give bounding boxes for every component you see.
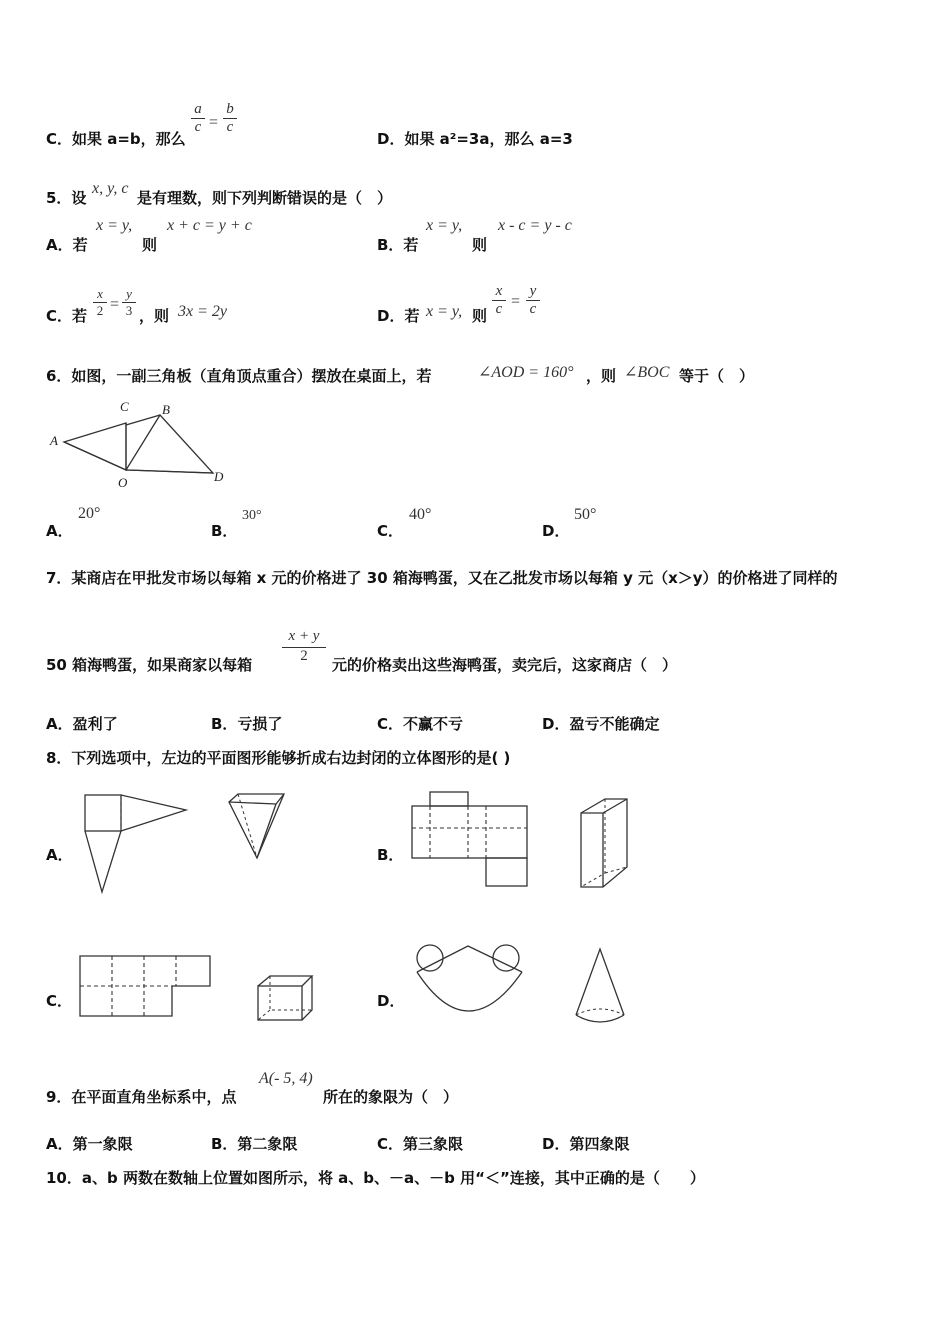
q8-option-c-cube <box>252 970 322 1030</box>
q7-option-c: C．不赢不亏 <box>377 715 464 733</box>
q6-triangle-figure <box>40 395 240 495</box>
q8-option-a-net <box>80 790 200 900</box>
q5-option-a-condition: x = y, <box>96 217 133 234</box>
q5-option-a-then: 则 <box>142 236 158 254</box>
q5-option-d-then: 则 <box>472 307 488 325</box>
q6-stem-angle-boc: ∠BOC <box>624 364 670 381</box>
q8-option-a-pyramid <box>224 790 294 870</box>
q8-option-b-label: B． <box>377 846 404 864</box>
q6-label-b: B <box>162 402 170 417</box>
q8-option-c-label: C． <box>46 992 73 1010</box>
q8-option-d-label: D． <box>377 992 405 1010</box>
q8-option-d-net <box>408 938 538 1028</box>
q9-option-d: D．第四象限 <box>542 1135 630 1153</box>
q6-option-a-value: 20° <box>78 505 101 522</box>
q4-option-c-fraction-1: $\frac{a}{c}$ <box>191 101 205 136</box>
q5-option-c-fraction-1: $\frac{x}{2}$ <box>93 286 107 319</box>
q8-option-c-net <box>76 952 216 1022</box>
q5-stem-vars: x, y, c <box>92 180 129 197</box>
q6-option-c-value: 40° <box>409 506 432 523</box>
q6-stem-post: 等于（ ） <box>679 367 755 385</box>
q7-option-a: A．盈利了 <box>46 715 118 733</box>
q6-label-a: A <box>50 433 58 448</box>
q10-stem: 10．a、b 两数在数轴上位置如图所示，将 a、b、－a、－b 用“＜”连接，其中正确的是（ ） <box>46 1169 705 1187</box>
q6-option-a-label: A． <box>46 522 73 540</box>
q5-option-d-condition: x = y, <box>426 303 463 320</box>
q6-option-d-value: 50° <box>574 506 597 523</box>
q5-option-d-label: D．若 <box>377 307 420 325</box>
q4-option-c-equals: = <box>209 114 219 131</box>
q5-option-a-result: x + c = y + c <box>167 217 252 234</box>
q9-point: A(- 5, 4) <box>259 1070 313 1087</box>
q6-stem-pre: 6．如图，一副三角板（直角顶点重合）摆放在桌面上，若 <box>46 367 432 385</box>
q7-option-d: D．盈亏不能确定 <box>542 715 660 733</box>
q4-option-c-fraction-2: $\frac{b}{c}$ <box>223 101 237 136</box>
q4-option-c-label: C．如果 a=b，那么 <box>46 130 186 148</box>
q8-option-a-label: A． <box>46 846 73 864</box>
q6-label-o: O <box>118 475 128 490</box>
q7-stem-line2-post: 元的价格卖出这些海鸭蛋，卖完后，这家商店（ ） <box>332 656 678 674</box>
q5-option-d-fraction-1: $\frac{x}{c}$ <box>492 283 506 318</box>
q5-option-c-equals: = <box>110 296 120 313</box>
q5-option-b-then: 则 <box>472 236 488 254</box>
q6-option-c-label: C． <box>377 522 404 540</box>
q6-label-c: C <box>120 399 129 414</box>
q6-stem-angle-aod: ∠AOD = 160° <box>478 364 574 381</box>
q9-option-a: A．第一象限 <box>46 1135 133 1153</box>
q5-option-b-result: x - c = y - c <box>498 217 572 234</box>
q4-option-d-label: D．如果 a²=3a，那么 a=3 <box>377 130 573 148</box>
q5-option-d-fraction-2: $\frac{y}{c}$ <box>526 283 540 318</box>
q6-option-b-label: B． <box>211 522 238 540</box>
q6-label-d: D <box>214 469 224 484</box>
q5-option-c-then: ，则 <box>139 307 170 325</box>
q5-option-c-result: 3x = 2y <box>178 303 227 320</box>
q9-option-c: C．第三象限 <box>377 1135 464 1153</box>
q9-option-b: B．第二象限 <box>211 1135 298 1153</box>
q5-option-a-label: A．若 <box>46 236 88 254</box>
q7-option-b: B．亏损了 <box>211 715 283 733</box>
q5-stem-pre: 5．设 <box>46 189 87 207</box>
q6-option-d-label: D． <box>542 522 570 540</box>
q8-option-b-net <box>408 788 538 898</box>
q8-stem: 8．下列选项中，左边的平面图形能够折成右边封闭的立体图形的是( ) <box>46 749 511 767</box>
q7-stem-line1: 7．某商店在甲批发市场以每箱 x 元的价格进了 30 箱海鸭蛋，又在乙批发市场以每箱 y 元（x＞y）的价格进了同样的 <box>46 569 838 587</box>
q6-option-b-value: 30° <box>242 508 262 523</box>
q5-option-b-condition: x = y, <box>426 217 463 234</box>
q8-option-d-cone <box>570 945 630 1035</box>
q6-stem-mid: ，则 <box>586 367 617 385</box>
q5-option-b-label: B．若 <box>377 236 419 254</box>
q5-option-d-equals: = <box>511 293 521 310</box>
q5-stem-post: 是有理数，则下列判断错误的是（ ） <box>137 189 393 207</box>
q7-price-fraction: $\frac{x + y}{2}$ <box>282 628 326 665</box>
q9-stem-post: 所在的象限为（ ） <box>323 1088 459 1106</box>
q9-stem-pre: 9．在平面直角坐标系中，点 <box>46 1088 237 1106</box>
q8-option-b-prism <box>575 795 635 895</box>
q7-stem-line2-pre: 50 箱海鸭蛋，如果商家以每箱 <box>46 656 253 674</box>
q5-option-c-fraction-2: $\frac{y}{3}$ <box>122 286 136 319</box>
q5-option-c-label: C．若 <box>46 307 88 325</box>
